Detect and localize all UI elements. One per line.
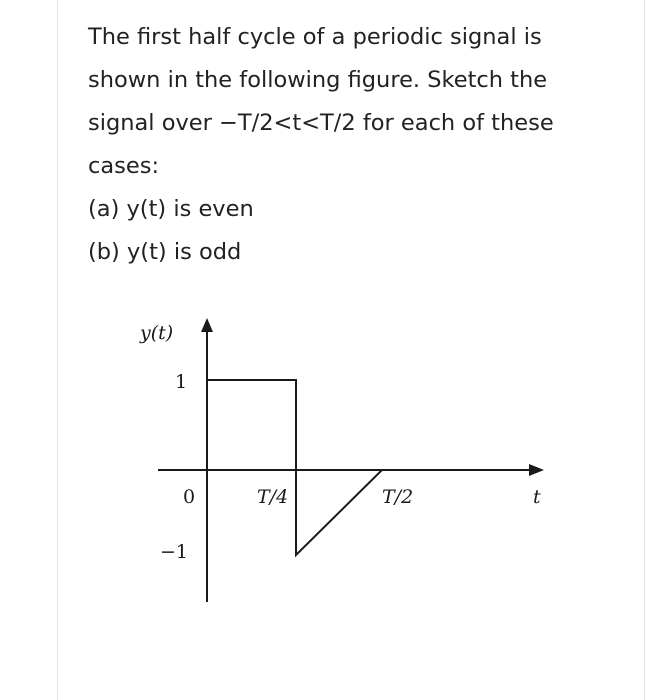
tick-label-y-0: 0 — [183, 486, 196, 508]
question-line-3: signal over −T/2<t<T/2 for each of these — [88, 110, 554, 136]
tick-label-t4: T/4 — [257, 486, 289, 508]
x-axis-arrowhead — [529, 464, 544, 476]
tick-label-y-neg1: −1 — [160, 541, 189, 563]
question-line-4: cases: — [88, 153, 160, 179]
tick-label-t2: T/2 — [382, 486, 414, 508]
signal-trace — [207, 380, 382, 555]
y-axis-arrowhead — [201, 318, 213, 332]
question-line-1: The first half cycle of a periodic signal is — [88, 24, 542, 50]
tick-label-y-1: 1 — [175, 371, 188, 393]
x-axis-label: t — [533, 486, 541, 508]
y-axis-label: y(t) — [140, 322, 174, 344]
question-part-b: (b) y(t) is odd — [88, 239, 242, 265]
question-line-2: shown in the following figure. Sketch the — [88, 67, 548, 93]
question-part-a: (a) y(t) is even — [88, 196, 254, 222]
